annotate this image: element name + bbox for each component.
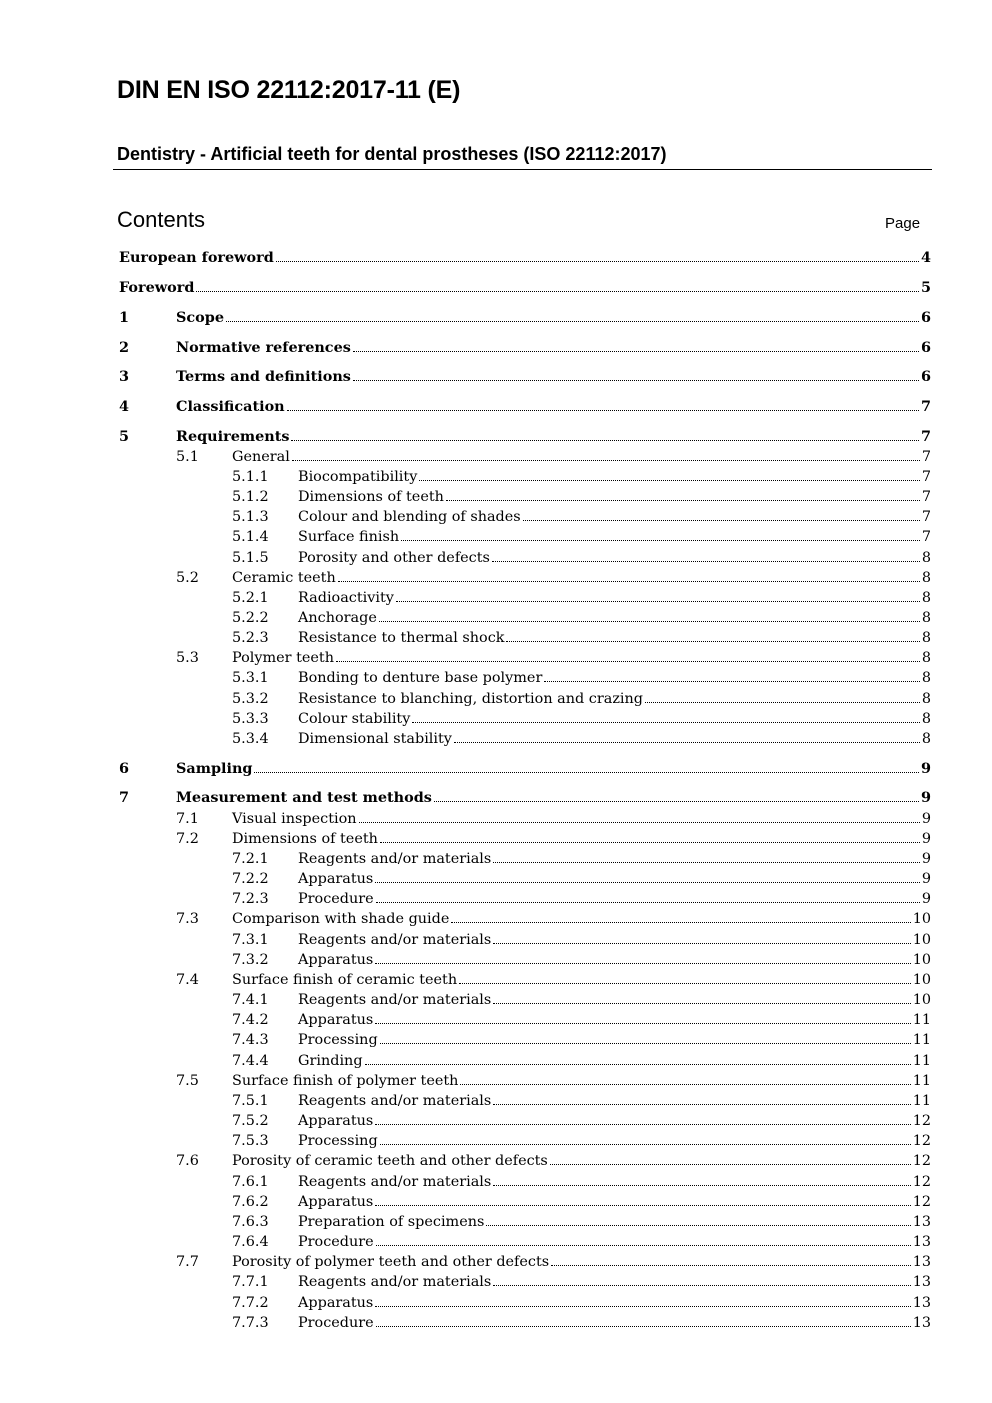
document-title: Dentistry - Artificial teeth for dental prostheses (ISO 22112:2017) <box>117 144 667 164</box>
toc-entry-number: 7.2.2 <box>232 871 269 887</box>
dot-leader <box>291 440 919 441</box>
toc-entry-title: Classification <box>176 398 285 415</box>
toc-entry[interactable] <box>0 1111 992 1131</box>
toc-entry[interactable] <box>0 397 992 417</box>
toc-entry-title: Ceramic teeth <box>232 570 336 586</box>
dot-leader <box>523 520 920 521</box>
toc-entry[interactable] <box>0 1192 992 1212</box>
toc-entry-title: Terms and definitions <box>176 368 351 385</box>
toc-entry-title: General <box>232 449 290 465</box>
dot-leader <box>375 882 920 883</box>
toc-entry-page: 4 <box>920 249 931 266</box>
toc-entry-page: 7 <box>921 529 931 545</box>
toc-entry-title: Dimensional stability <box>298 731 452 747</box>
toc-entry-title: Reagents and/or materials <box>298 1274 492 1290</box>
toc-entry-number: 7.1 <box>176 811 199 827</box>
toc-entry-page: 7 <box>921 489 931 505</box>
toc-entry-title: Surface finish <box>298 529 400 545</box>
toc-entry[interactable] <box>0 909 992 929</box>
toc-entry[interactable] <box>0 729 992 749</box>
toc-entry-page: 13 <box>912 1315 931 1331</box>
toc-entry-number: 7.4 <box>176 972 199 988</box>
toc-entry-number: 7.5.1 <box>232 1093 269 1109</box>
dot-leader <box>412 722 920 723</box>
dot-leader <box>401 540 920 541</box>
toc-entry-number: 7.6.2 <box>232 1194 269 1210</box>
toc-entry[interactable] <box>0 990 992 1010</box>
toc-entry-number: 7.3 <box>176 911 199 927</box>
toc-entry-page: 8 <box>921 550 931 566</box>
toc-entry-title: Anchorage <box>298 610 377 626</box>
dot-leader <box>454 742 920 743</box>
toc-entry[interactable] <box>0 308 992 328</box>
dot-leader <box>434 801 919 802</box>
toc-entry-number: 5.3.4 <box>232 731 269 747</box>
toc-entry-page: 10 <box>912 932 931 948</box>
dot-leader <box>359 822 920 823</box>
toc-entry-number: 5.1 <box>176 449 199 465</box>
toc-entry[interactable] <box>0 588 992 608</box>
toc-entry-page: 11 <box>912 1053 931 1069</box>
toc-entry[interactable] <box>0 568 992 588</box>
toc-entry-title: Colour and blending of shades <box>298 509 521 525</box>
toc-entry-title: Comparison with shade guide <box>232 911 450 927</box>
toc-entry-page: 13 <box>912 1295 931 1311</box>
toc-entry-title: Measurement and test methods <box>176 789 432 806</box>
toc-entry-page: 8 <box>921 691 931 707</box>
dot-leader <box>460 1084 910 1085</box>
dot-leader <box>493 1285 910 1286</box>
toc-entry-page: 10 <box>912 972 931 988</box>
toc-entry-page: 9 <box>921 851 931 867</box>
toc-entry-title: Porosity of polymer teeth and other defects <box>232 1254 550 1270</box>
toc-entry-page: 9 <box>921 811 931 827</box>
toc-entry-page: 10 <box>912 911 931 927</box>
dot-leader <box>353 380 919 381</box>
dot-leader <box>375 1124 910 1125</box>
toc-entry-title: Apparatus <box>298 1194 374 1210</box>
toc-entry-number: 1 <box>119 309 130 326</box>
toc-entry-page: 11 <box>912 1032 931 1048</box>
dot-leader <box>353 351 919 352</box>
toc-entry[interactable] <box>0 1091 992 1111</box>
toc-entry-page: 11 <box>912 1073 931 1089</box>
toc-entry-title: Porosity of ceramic teeth and other defects <box>232 1153 548 1169</box>
toc-entry-number: 7.4.3 <box>232 1032 269 1048</box>
toc-entry[interactable] <box>0 1172 992 1192</box>
toc-entry-number: 5.1.4 <box>232 529 269 545</box>
toc-entry[interactable] <box>0 788 992 808</box>
toc-entry[interactable] <box>0 447 992 467</box>
dot-leader <box>486 1225 910 1226</box>
toc-entry-number: 7.6.1 <box>232 1174 269 1190</box>
dot-leader <box>550 1164 911 1165</box>
toc-entry-number: 6 <box>119 760 130 777</box>
toc-entry-number: 7.6.3 <box>232 1214 269 1230</box>
dot-leader <box>380 842 920 843</box>
toc-entry-number: 4 <box>119 398 130 415</box>
toc-entry-number: 7.7.1 <box>232 1274 269 1290</box>
toc-entry-number: 7.6.4 <box>232 1234 269 1250</box>
toc-entry-title: Polymer teeth <box>232 650 334 666</box>
toc-entry[interactable] <box>0 1293 992 1313</box>
toc-entry-number: 2 <box>119 339 130 356</box>
toc-entry[interactable] <box>0 1010 992 1030</box>
toc-entry-number: 5.2.3 <box>232 630 269 646</box>
toc-entry[interactable] <box>0 548 992 568</box>
toc-entry-number: 5.3 <box>176 650 199 666</box>
dot-leader <box>645 702 920 703</box>
toc-entry-title: Dimensions of teeth <box>298 489 444 505</box>
toc-entry-number: 5.2.1 <box>232 590 269 606</box>
toc-entry-title: Colour stability <box>298 711 411 727</box>
toc-entry-title: Foreword <box>119 279 195 296</box>
toc-entry-number: 7.7.2 <box>232 1295 269 1311</box>
dot-leader <box>375 1205 910 1206</box>
toc-entry-number: 5.3.3 <box>232 711 269 727</box>
dot-leader <box>365 1064 911 1065</box>
page-column-heading: Page <box>885 215 921 232</box>
toc-entry[interactable] <box>0 668 992 688</box>
toc-entry-title: Apparatus <box>298 1113 374 1129</box>
toc-entry[interactable] <box>0 970 992 990</box>
toc-entry-number: 3 <box>119 368 130 385</box>
dot-leader <box>226 321 919 322</box>
dot-leader <box>446 500 920 501</box>
toc-entry-number: 5 <box>119 428 130 445</box>
toc-entry-title: Porosity and other defects <box>298 550 490 566</box>
dot-leader <box>379 621 920 622</box>
contents-heading: Contents <box>117 207 206 232</box>
toc-entry-page: 12 <box>912 1153 931 1169</box>
toc-entry-title: Apparatus <box>298 1295 374 1311</box>
toc-entry[interactable] <box>0 1151 992 1171</box>
toc-entry-page: 8 <box>921 650 931 666</box>
toc-entry[interactable] <box>0 1030 992 1050</box>
toc-entry-number: 7.3.2 <box>232 952 269 968</box>
dot-leader <box>338 581 920 582</box>
toc-entry[interactable] <box>0 709 992 729</box>
toc-entry-page: 9 <box>920 760 931 777</box>
toc-entry-number: 5.1.1 <box>232 469 269 485</box>
dot-leader <box>376 902 920 903</box>
toc-entry-number: 7.6 <box>176 1153 199 1169</box>
dot-leader <box>396 601 920 602</box>
toc-entry[interactable] <box>0 930 992 950</box>
dot-leader <box>276 261 919 262</box>
toc-entry-title: Preparation of specimens <box>298 1214 485 1230</box>
toc-entry[interactable] <box>0 1071 992 1091</box>
toc-entry[interactable] <box>0 487 992 507</box>
toc-entry-title: Resistance to thermal shock <box>298 630 505 646</box>
toc-entry-page: 13 <box>912 1274 931 1290</box>
toc-entry[interactable] <box>0 608 992 628</box>
toc-entry-title: Surface finish of polymer teeth <box>232 1073 459 1089</box>
toc-entry-page: 9 <box>921 831 931 847</box>
toc-entry-page: 8 <box>921 590 931 606</box>
toc-entry-page: 8 <box>921 731 931 747</box>
toc-entry-page: 12 <box>912 1174 931 1190</box>
dot-leader <box>376 1245 911 1246</box>
toc-entry[interactable] <box>0 829 992 849</box>
toc-entry-title: Procedure <box>298 1315 374 1331</box>
toc-entry[interactable] <box>0 759 992 779</box>
toc-entry-page: 7 <box>921 469 931 485</box>
toc-entry-number: 5.1.3 <box>232 509 269 525</box>
toc-entry-page: 8 <box>921 670 931 686</box>
dot-leader <box>493 1185 910 1186</box>
toc-entry-title: Reagents and/or materials <box>298 851 492 867</box>
toc-entry-page: 6 <box>920 309 931 326</box>
toc-entry-title: Procedure <box>298 1234 374 1250</box>
toc-entry-title: Sampling <box>176 760 253 777</box>
toc-entry[interactable] <box>0 278 992 298</box>
dot-leader <box>493 1104 910 1105</box>
toc-entry-page: 13 <box>912 1234 931 1250</box>
toc-entry-page: 8 <box>921 610 931 626</box>
toc-entry-number: 5.3.1 <box>232 670 269 686</box>
toc-entry-title: Grinding <box>298 1053 363 1069</box>
toc-entry-title: Dimensions of teeth <box>232 831 378 847</box>
toc-entry[interactable] <box>0 1313 992 1333</box>
toc-entry-title: Requirements <box>176 428 290 445</box>
dot-leader <box>375 1023 910 1024</box>
dot-leader <box>493 862 920 863</box>
toc-entry-page: 9 <box>921 871 931 887</box>
toc-entry[interactable] <box>0 1252 992 1272</box>
dot-leader <box>336 661 920 662</box>
toc-entry[interactable] <box>0 869 992 889</box>
dot-leader <box>375 963 910 964</box>
dot-leader <box>493 1003 910 1004</box>
toc-entry[interactable] <box>0 1212 992 1232</box>
dot-leader <box>544 681 920 682</box>
toc-entry-title: Resistance to blanching, distortion and crazing <box>298 691 643 707</box>
dot-leader <box>459 983 911 984</box>
toc-entry[interactable] <box>0 628 992 648</box>
toc-entry-title: Procedure <box>298 891 374 907</box>
toc-entry[interactable] <box>0 1232 992 1252</box>
dot-leader <box>254 772 919 773</box>
dot-leader <box>419 480 920 481</box>
toc-entry-title: Radioactivity <box>298 590 394 606</box>
dot-leader <box>287 410 919 411</box>
dot-leader <box>376 1326 911 1327</box>
toc-entry-page: 6 <box>920 339 931 356</box>
toc-entry-page: 9 <box>921 891 931 907</box>
toc-entry-page: 9 <box>920 789 931 806</box>
toc-entry-number: 7.5.2 <box>232 1113 269 1129</box>
toc-entry[interactable] <box>0 507 992 527</box>
dot-leader <box>292 460 920 461</box>
toc-entry-page: 11 <box>912 1093 931 1109</box>
toc-entry-number: 7.5 <box>176 1073 199 1089</box>
dot-leader <box>551 1265 911 1266</box>
dot-leader <box>380 1144 911 1145</box>
toc-entry-page: 13 <box>912 1254 931 1270</box>
dot-leader <box>196 291 919 292</box>
toc-entry-title: Normative references <box>176 339 351 356</box>
toc-entry[interactable] <box>0 648 992 668</box>
dot-leader <box>451 922 910 923</box>
toc-entry[interactable] <box>0 1272 992 1292</box>
toc-entry-page: 12 <box>912 1194 931 1210</box>
toc-entry[interactable] <box>0 467 992 487</box>
dot-leader <box>492 561 920 562</box>
toc-entry[interactable] <box>0 809 992 829</box>
toc-entry-title: European foreword <box>119 249 274 266</box>
toc-entry-page: 8 <box>921 630 931 646</box>
toc-entry-number: 7.4.2 <box>232 1012 269 1028</box>
toc-entry-page: 8 <box>921 711 931 727</box>
dot-leader <box>380 1043 911 1044</box>
toc-entry-page: 11 <box>912 1012 931 1028</box>
toc-entry-number: 5.1.2 <box>232 489 269 505</box>
toc-entry-number: 7.7.3 <box>232 1315 269 1331</box>
toc-entry-title: Processing <box>298 1133 378 1149</box>
toc-entry[interactable] <box>0 367 992 387</box>
toc-entry-page: 7 <box>920 398 931 415</box>
toc-entry-title: Processing <box>298 1032 378 1048</box>
toc-entry-title: Apparatus <box>298 1012 374 1028</box>
toc-entry-number: 5.3.2 <box>232 691 269 707</box>
toc-entry-page: 13 <box>912 1214 931 1230</box>
toc-entry[interactable] <box>0 1051 992 1071</box>
toc-entry[interactable] <box>0 950 992 970</box>
toc-entry-title: Visual inspection <box>232 811 357 827</box>
toc-entry-number: 7.4.4 <box>232 1053 269 1069</box>
toc-entry-number: 7.5.3 <box>232 1133 269 1149</box>
toc-entry-title: Reagents and/or materials <box>298 932 492 948</box>
toc-entry[interactable] <box>0 689 992 709</box>
toc-entry-number: 7.7 <box>176 1254 199 1270</box>
toc-entry-title: Reagents and/or materials <box>298 992 492 1008</box>
toc-entry-number: 7.2.3 <box>232 891 269 907</box>
toc-entry-number: 7.4.1 <box>232 992 269 1008</box>
toc-entry-title: Apparatus <box>298 871 374 887</box>
toc-entry-page: 12 <box>912 1133 931 1149</box>
toc-entry-number: 5.2 <box>176 570 199 586</box>
toc-entry-page: 7 <box>921 509 931 525</box>
toc-entry-title: Scope <box>176 309 224 326</box>
document-id: DIN EN ISO 22112:2017-11 (E) <box>117 76 461 104</box>
dot-leader <box>493 943 910 944</box>
toc-entry[interactable] <box>0 889 992 909</box>
toc-entry-number: 5.1.5 <box>232 550 269 566</box>
toc-entry[interactable] <box>0 527 992 547</box>
toc-entry[interactable] <box>0 1131 992 1151</box>
dot-leader <box>375 1306 910 1307</box>
toc-entry-page: 5 <box>920 279 931 296</box>
toc-entry-number: 7 <box>119 789 130 806</box>
toc-entry-number: 7.2 <box>176 831 199 847</box>
toc-entry-number: 7.2.1 <box>232 851 269 867</box>
toc-entry-number: 7.3.1 <box>232 932 269 948</box>
dot-leader <box>506 641 919 642</box>
toc-entry-page: 8 <box>921 570 931 586</box>
toc-entry-title: Biocompatibility <box>298 469 418 485</box>
toc-entry-page: 10 <box>912 952 931 968</box>
toc-entry-title: Apparatus <box>298 952 374 968</box>
toc-entry-title: Surface finish of ceramic teeth <box>232 972 458 988</box>
toc-entry[interactable] <box>0 338 992 358</box>
toc-entry-page: 10 <box>912 992 931 1008</box>
toc-entry-page: 6 <box>920 368 931 385</box>
toc-entry-title: Reagents and/or materials <box>298 1093 492 1109</box>
toc-entry-page: 12 <box>912 1113 931 1129</box>
toc-entry-title: Reagents and/or materials <box>298 1174 492 1190</box>
toc-entry-page: 7 <box>920 428 931 445</box>
toc-entry[interactable] <box>0 427 992 447</box>
toc-entry-title: Bonding to denture base polymer <box>298 670 543 686</box>
toc-entry-page: 7 <box>921 449 931 465</box>
toc-entry[interactable] <box>0 849 992 869</box>
toc-entry-number: 5.2.2 <box>232 610 269 626</box>
toc-entry[interactable] <box>0 248 992 268</box>
